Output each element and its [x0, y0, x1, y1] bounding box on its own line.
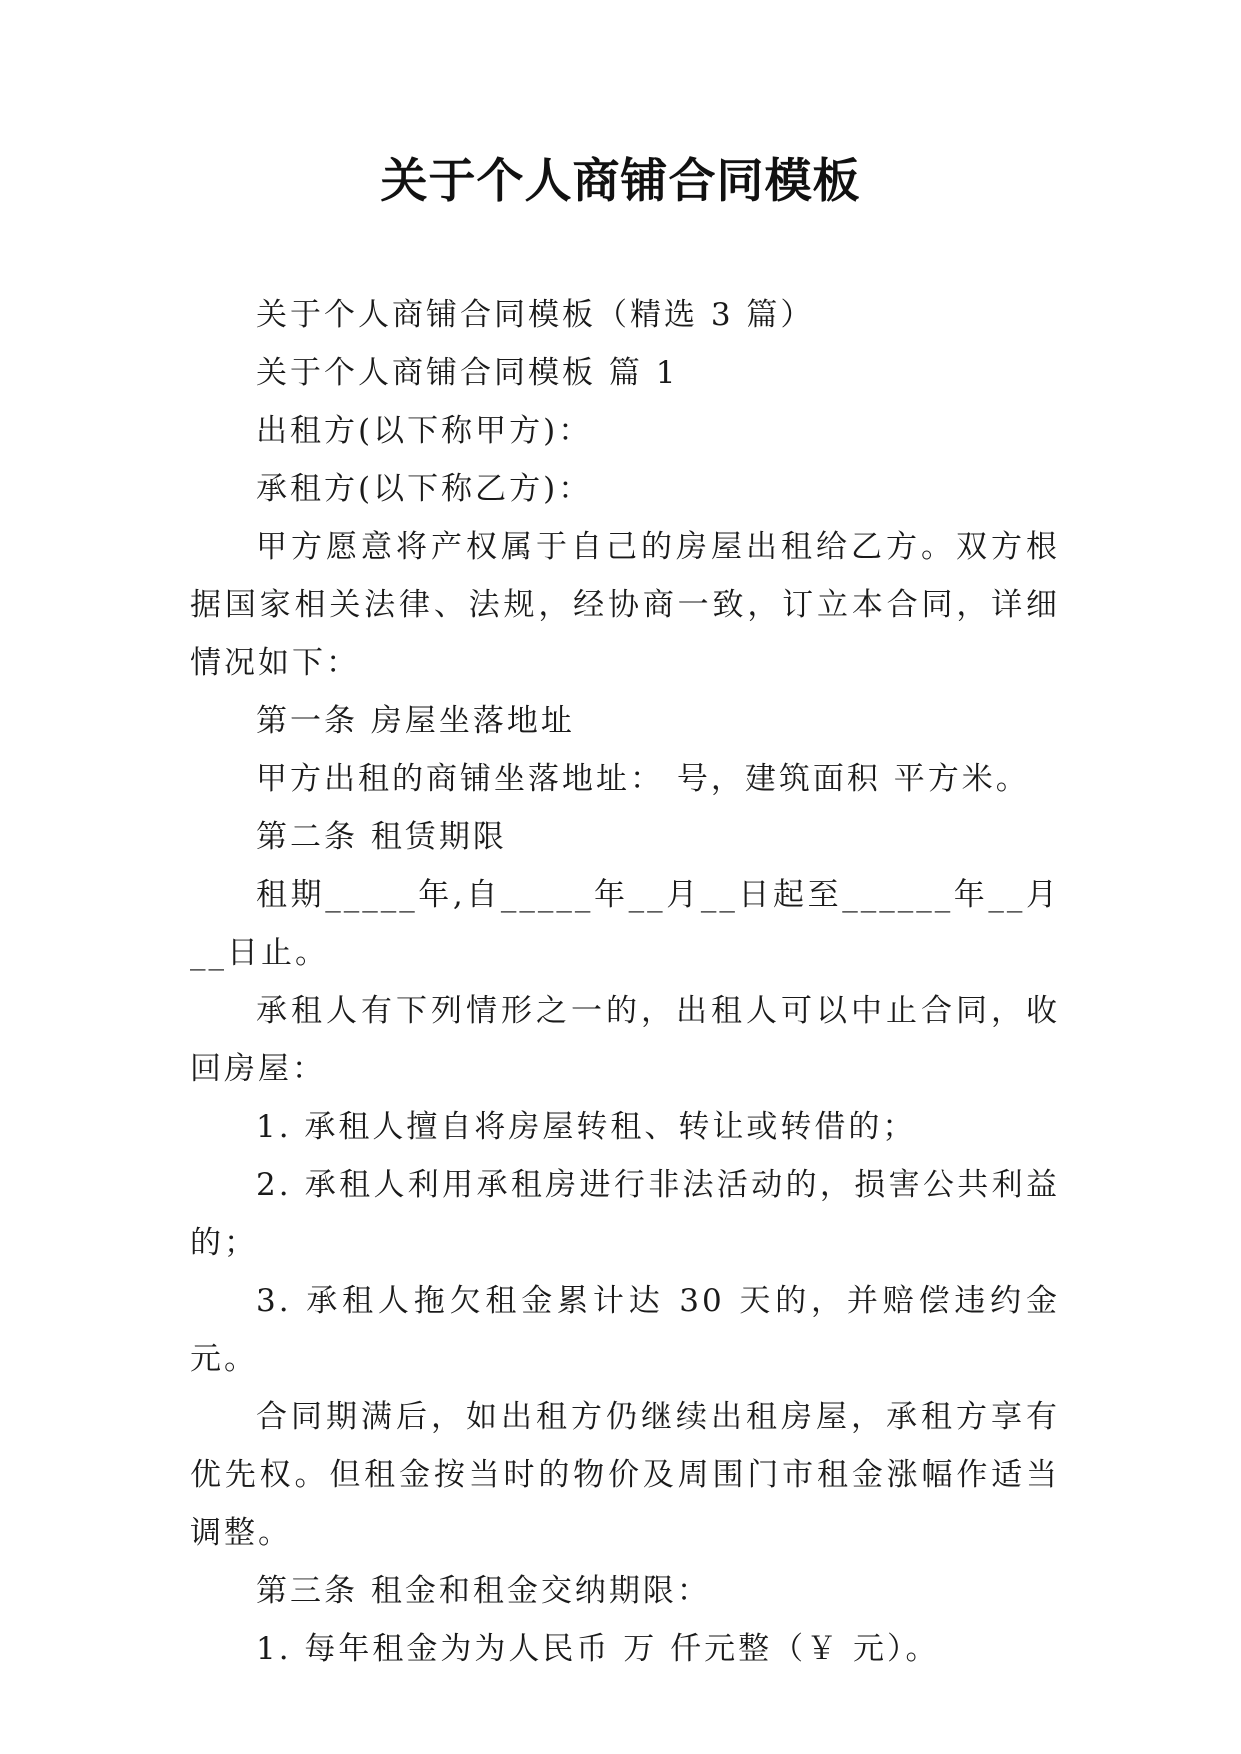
paragraph-subtitle: 关于个人商铺合同模板（精选 3 篇）	[256, 297, 815, 333]
article-2-item-2: 2. 承租人利用承租房进行非法活动的，损害公共利益的；	[190, 1167, 1060, 1261]
article-2-renewal: 合同期满后，如出租方仍继续出租房屋，承租方享有优先权。但租金按当时的物价及周围门市租金涨幅作适当调整。	[190, 1399, 1060, 1551]
article-2-heading: 第二条 租赁期限	[256, 819, 507, 855]
article-1-content: 甲方出租的商铺坐落地址： 号，建筑面积 平方米。	[256, 761, 1030, 797]
paragraph-lessor: 出租方(以下称甲方)：	[256, 413, 593, 449]
article-2-term: 租期_____年,自_____年__月__日起至______年__月__日止。	[190, 877, 1060, 971]
document-title: 关于个人商铺合同模板	[380, 154, 861, 209]
article-2-item-3: 3. 承租人拖欠租金累计达 30 天的，并赔偿违约金 元。	[190, 1283, 1073, 1377]
article-2-item-1: 1. 承租人擅自将房屋转租、转让或转借的；	[256, 1109, 917, 1145]
document-body	[190, 286, 1073, 1678]
article-1-heading: 第一条 房屋坐落地址	[256, 703, 575, 739]
article-3-item-1: 1. 每年租金为为人民币 万 仟元整（￥ 元）。	[256, 1631, 940, 1667]
paragraph-section-heading: 关于个人商铺合同模板 篇 1	[256, 355, 679, 391]
paragraph-lessee: 承租方(以下称乙方)：	[256, 471, 593, 507]
paragraph-preamble: 甲方愿意将产权属于自己的房屋出租给乙方。双方根据国家相关法律、法规，经协商一致，订立本合同，详细情况如下：	[190, 529, 1060, 681]
article-2-termination-intro: 承租人有下列情形之一的，出租人可以中止合同，收回房屋：	[190, 993, 1060, 1087]
article-3-heading: 第三条 租金和租金交纳期限：	[256, 1573, 711, 1609]
